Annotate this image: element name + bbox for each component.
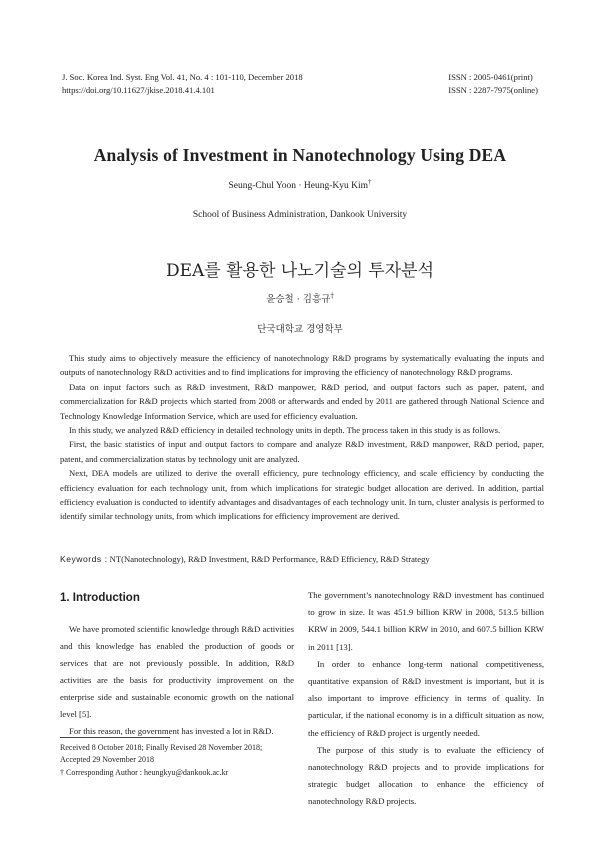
body-paragraph: For this reason, the government has invested a lot in R&D. xyxy=(69,726,274,736)
abstract-paragraph: This study aims to objectively measure the efficiency of nanotechnology R&D programs by systematically evaluating the inputs and outputs of nanotechnology R&D activities and to find implications for improving the efficiency of nanotechnology R&D programs. xyxy=(60,353,544,378)
korean-affiliation: 단국대학교 경영학부 xyxy=(257,324,343,335)
accepted-date: Accepted 29 November 2018 xyxy=(60,755,154,765)
journal-citation: J. Soc. Korea Ind. Syst. Eng Vol. 41, No. 4 : 101-110, December 2018 xyxy=(62,72,303,82)
issn-online: ISSN : 2287-7975(online) xyxy=(448,85,538,95)
body-paragraph: We have promoted scientific knowledge through R&D activities and this knowledge has enabled the production of goods or services that are not previously possible. In addition, R&D activities are the basis for productivity improvement on the enterprise side and sustainable economic growth on the national level [5]. xyxy=(60,624,294,719)
received-date: Received 8 October 2018; Finally Revised 28 November 2018; xyxy=(60,743,263,752)
korean-corresponding-mark: † xyxy=(330,291,334,300)
keywords-list: NT(Nanotechnology), R&D Investment, R&D Performance, R&D Efficiency, R&D Strategy xyxy=(109,554,430,564)
paper-title: Analysis of Investment in Nanotechnology Using DEA xyxy=(93,145,507,165)
footnote-divider xyxy=(60,737,170,738)
author-line xyxy=(0,178,600,191)
issn-print: ISSN : 2005-0461(print) xyxy=(448,72,533,82)
keywords-label: Keywords : xyxy=(60,554,108,564)
abstract-paragraph: In this study, we analyzed R&D efficiency in detailed technology units in depth. The process taken in this study is as follows. xyxy=(69,425,501,436)
affiliation: School of Business Administration, Dankook University xyxy=(192,210,408,220)
left-column xyxy=(60,590,294,740)
author-names: Seung-Chul Yoon · Heung-Kyu Kim xyxy=(228,181,369,192)
right-column xyxy=(308,587,544,811)
journal-header xyxy=(62,71,303,97)
body-paragraph: The purpose of this study is to evaluate the efficiency of nanotechnology R&D projects and to provide implications for strategic budget allocation to enhance the efficiency of nanotechnology R&D projects. xyxy=(308,744,544,807)
abstract xyxy=(60,351,544,524)
korean-title: DEA를 활용한 나노기술의 투자분석 xyxy=(165,261,434,281)
korean-author-names: 윤승철 · 김흥규 xyxy=(266,294,331,305)
keywords-line xyxy=(60,554,544,564)
abstract-paragraph: Next, DEA models are utilized to derive the overall efficiency, pure technology efficiency, and scale efficiency by conducting the efficiency evaluation for each technology unit, from which implications for strategic budget allocation are derived. In addition, partial efficiency evaluation is conducted to identify advantages and disadvantages of each technology unit. In turn, cluster analysis is performed to identify similar technology units, from which implications for efficiency improvement are derived. xyxy=(60,468,544,522)
abstract-paragraph: First, the basic statistics of input and output factors to compare and analyze R&D investment, R&D manpower, R&D period, paper, patent, and commercialization status by technology unit are analyzed. xyxy=(60,439,544,464)
body-paragraph: In order to enhance long-term national competitiveness, quantitative expansion of R&D investment is important, but it is also important to improve efficiency in terms of quality. In particular, if the national economy is in a difficult situation as now, the efficiency of R&D project is urgently needed. xyxy=(308,658,544,738)
korean-author-line xyxy=(0,291,600,305)
corresponding-author: † Corresponding Author : heungkyu@dankook.ac.kr xyxy=(60,767,229,777)
footnotes xyxy=(60,742,262,779)
issn-block xyxy=(448,71,538,97)
doi-link[interactable]: https://doi.org/10.11627/jkise.2018.41.4.101 xyxy=(62,85,215,95)
body-paragraph: The government’s nanotechnology R&D investment has continued to grow in size. It was 451.9 billion KRW in 2008, 513.5 billion KRW in 2009, 544.1 billion KRW in 2010, and 607.5 billion KRW in 2011 [13]. xyxy=(308,590,544,652)
section-heading: 1. Introduction xyxy=(60,592,140,604)
corresponding-mark: † xyxy=(368,178,372,186)
abstract-paragraph: Data on input factors such as R&D investment, R&D manpower, R&D period, and output factors such as paper, patent, and commercialization for R&D projects which started from 2008 or afterwards and ended by 2011 are gathered through National Science and Technology Knowledge Information Service, which are used for efficiency evaluation. xyxy=(60,381,544,421)
